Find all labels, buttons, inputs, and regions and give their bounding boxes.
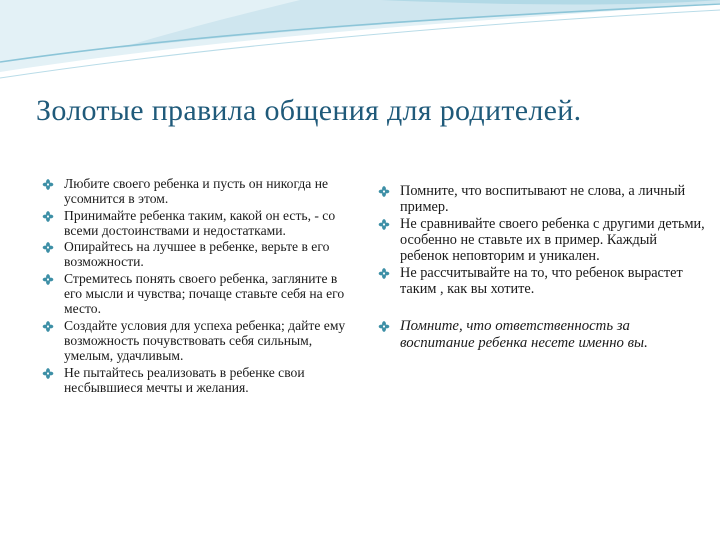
list-item-text: Любите своего ребенка и пусть он никогда не усомнится в этом. [64,176,329,207]
diamond-bullet-icon [42,368,54,379]
diamond-bullet-icon [42,242,54,253]
diamond-bullet-icon [42,274,54,285]
page-title: Золотые правила общения для родителей. [36,94,582,127]
diamond-bullet-icon [378,219,390,230]
list-item-text: Стремитесь понять своего ребенка, загляните в его мысли и чувства; почаще ставьте себя на его место. [64,270,345,317]
list-item-text: Не пытайтесь реализовать в ребенке свои несбывшиеся мечты и желания. [64,364,305,395]
list-item [378,265,706,297]
list-item [42,271,348,317]
list-item [42,239,348,270]
list-item [378,216,706,264]
diamond-bullet-icon [42,179,54,190]
diamond-bullet-icon [378,268,390,279]
list-item-text: Помните, что ответственность за воспитание ребенка несете именно вы. [400,318,648,351]
right-rule-list [378,183,706,352]
list-item [378,183,706,215]
list-item [42,318,348,364]
list-item-text: Не сравнивайте своего ребенка с другими детьми, особенно не ставьте их в пример. Каждый ребенок неповторим и уникален. [400,216,705,264]
list-item [42,176,348,207]
diamond-bullet-icon [378,186,390,197]
list-item-text: Опирайтесь на лучшее в ребенке, верьте в его возможности. [64,239,330,270]
left-rule-list [42,176,348,395]
header-swoosh-decoration [0,0,720,90]
list-item-text: Помните, что воспитывают не слова, а личный пример. [400,183,686,215]
list-item [378,318,706,352]
diamond-bullet-icon [42,211,54,222]
list-item [42,365,348,396]
list-item-text: Не рассчитывайте на то, что ребенок вырастет таким , как вы хотите. [400,265,683,297]
list-item [42,208,348,239]
diamond-bullet-icon [42,321,54,332]
diamond-bullet-icon [378,321,390,332]
list-item-text: Создайте условия для успеха ребенка; дайте ему возможность почувствовать себя сильным, умелым, удачливым. [64,317,346,364]
list-item-text: Принимайте ребенка таким, какой он есть, - со всеми достоинствами и недостатками. [64,207,336,238]
